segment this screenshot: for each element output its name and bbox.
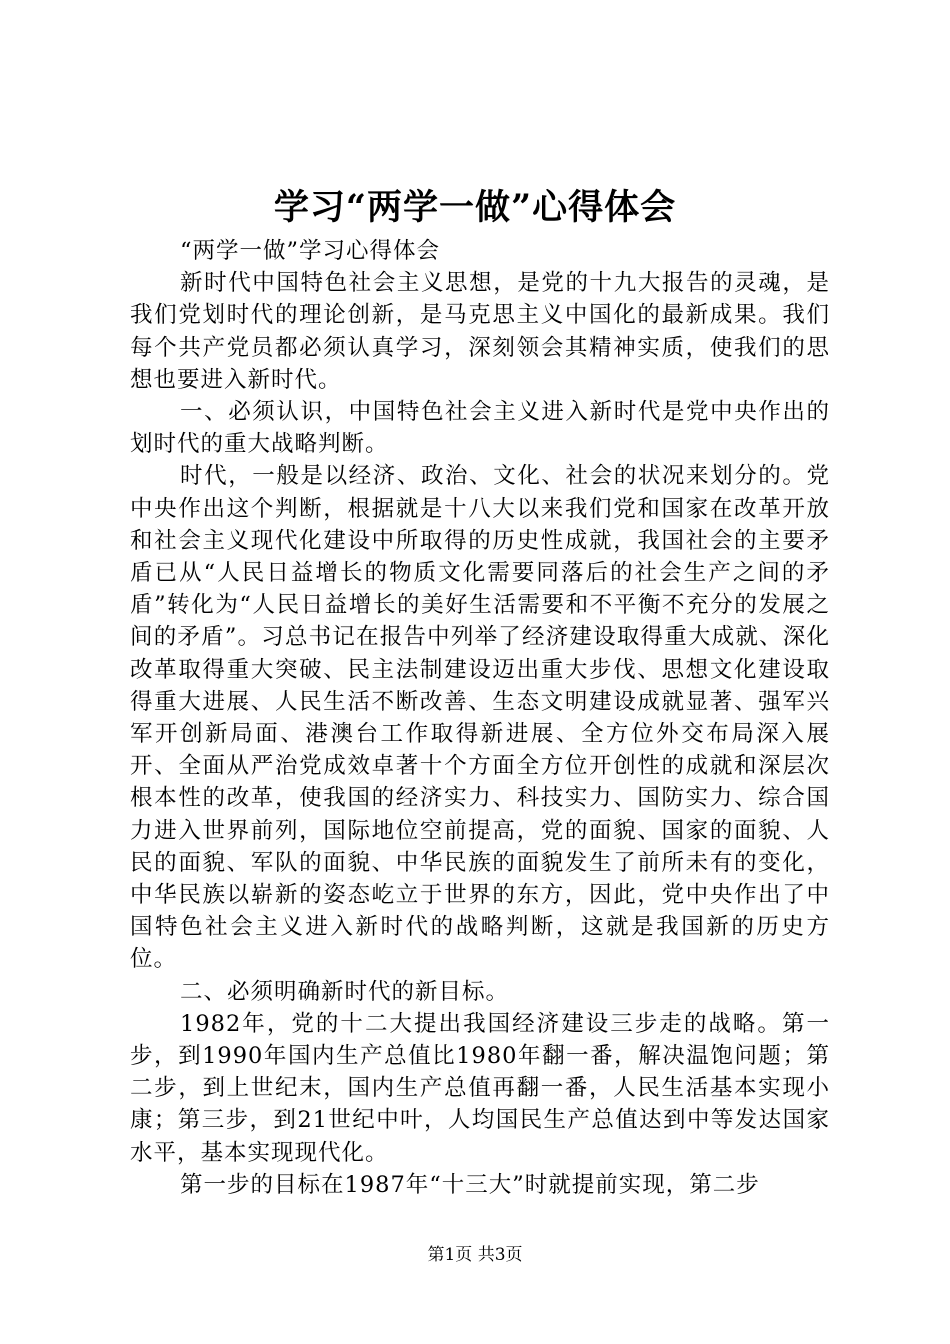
paragraph-intro: 新时代中国特色社会主义思想，是党的十九大报告的灵魂，是我们党划时代的理论创新，是马克思主义中国化的最新成果。我们每个共产党员都必须认真学习，深刻领会其精神实质，使我们的思想也要进入新时代。: [130, 270, 830, 393]
page-footer: 第1页 共3页: [427, 1245, 523, 1265]
paragraph-section-one-heading: 一、必须认识，中国特色社会主义进入新时代是党中央作出的划时代的重大战略判断。: [130, 399, 830, 458]
paragraph-subtitle: “两学一做”学习心得体会: [180, 238, 441, 264]
paragraph-section-two-body: 1982年，党的十二大提出我国经济建设三步走的战略。第一步，到1990年国内生产总值比1980年翻一番，解决温饱问题；第二步，到上世纪末，国内生产总值再翻一番，人民生活基本实现小康；第三步，到21世纪中叶，人均国民生产总值达到中等发达国家水平，基本实现现代化。: [130, 1010, 830, 1166]
paragraph-section-two-heading: 二、必须明确新时代的新目标。: [180, 978, 510, 1005]
document-body: [130, 235, 830, 1201]
paragraph-section-two-continued: 第一步的目标在1987年“十三大”时就提前实现，第二步: [180, 1171, 760, 1198]
document-title: 学习“两学一做”心得体会: [273, 187, 677, 228]
paragraph-section-one-body: 时代，一般是以经济、政治、文化、社会的状况来划分的。党中央作出这个判断，根据就是十八大以来我们党和国家在改革开放和社会主义现代化建设中所取得的历史性成就，我国社会的主要矛盾已从“人民日益增长的物质文化需要同落后的社会生产之间的矛盾”转化为“人民日益增长的美好生活需要和不平衡不充分的发展之间的矛盾”。习总书记在报告中列举了经济建设取得重大成就、深化改革取得重大突破、民主法制建设迈出重大步伐、思想文化建设取得重大进展、人民生活不断改善、生态文明建设成就显著、强军兴军开创新局面、港澳台工作取得新进展、全方位外交布局深入展开、全面从严治党成效卓著十个方面全方位开创性的成就和深层次根本性的改革，使我国的经济实力、科技实力、国防实力、综合国力进入世界前列，国际地位空前提高，党的面貌、国家的面貌、人民的面貌、军队的面貌、中华民族的面貌发生了前所未有的变化，中华民族以崭新的姿态屹立于世界的东方，因此，党中央作出了中国特色社会主义进入新时代的战略判断，这就是我国新的历史方位。: [130, 463, 830, 973]
